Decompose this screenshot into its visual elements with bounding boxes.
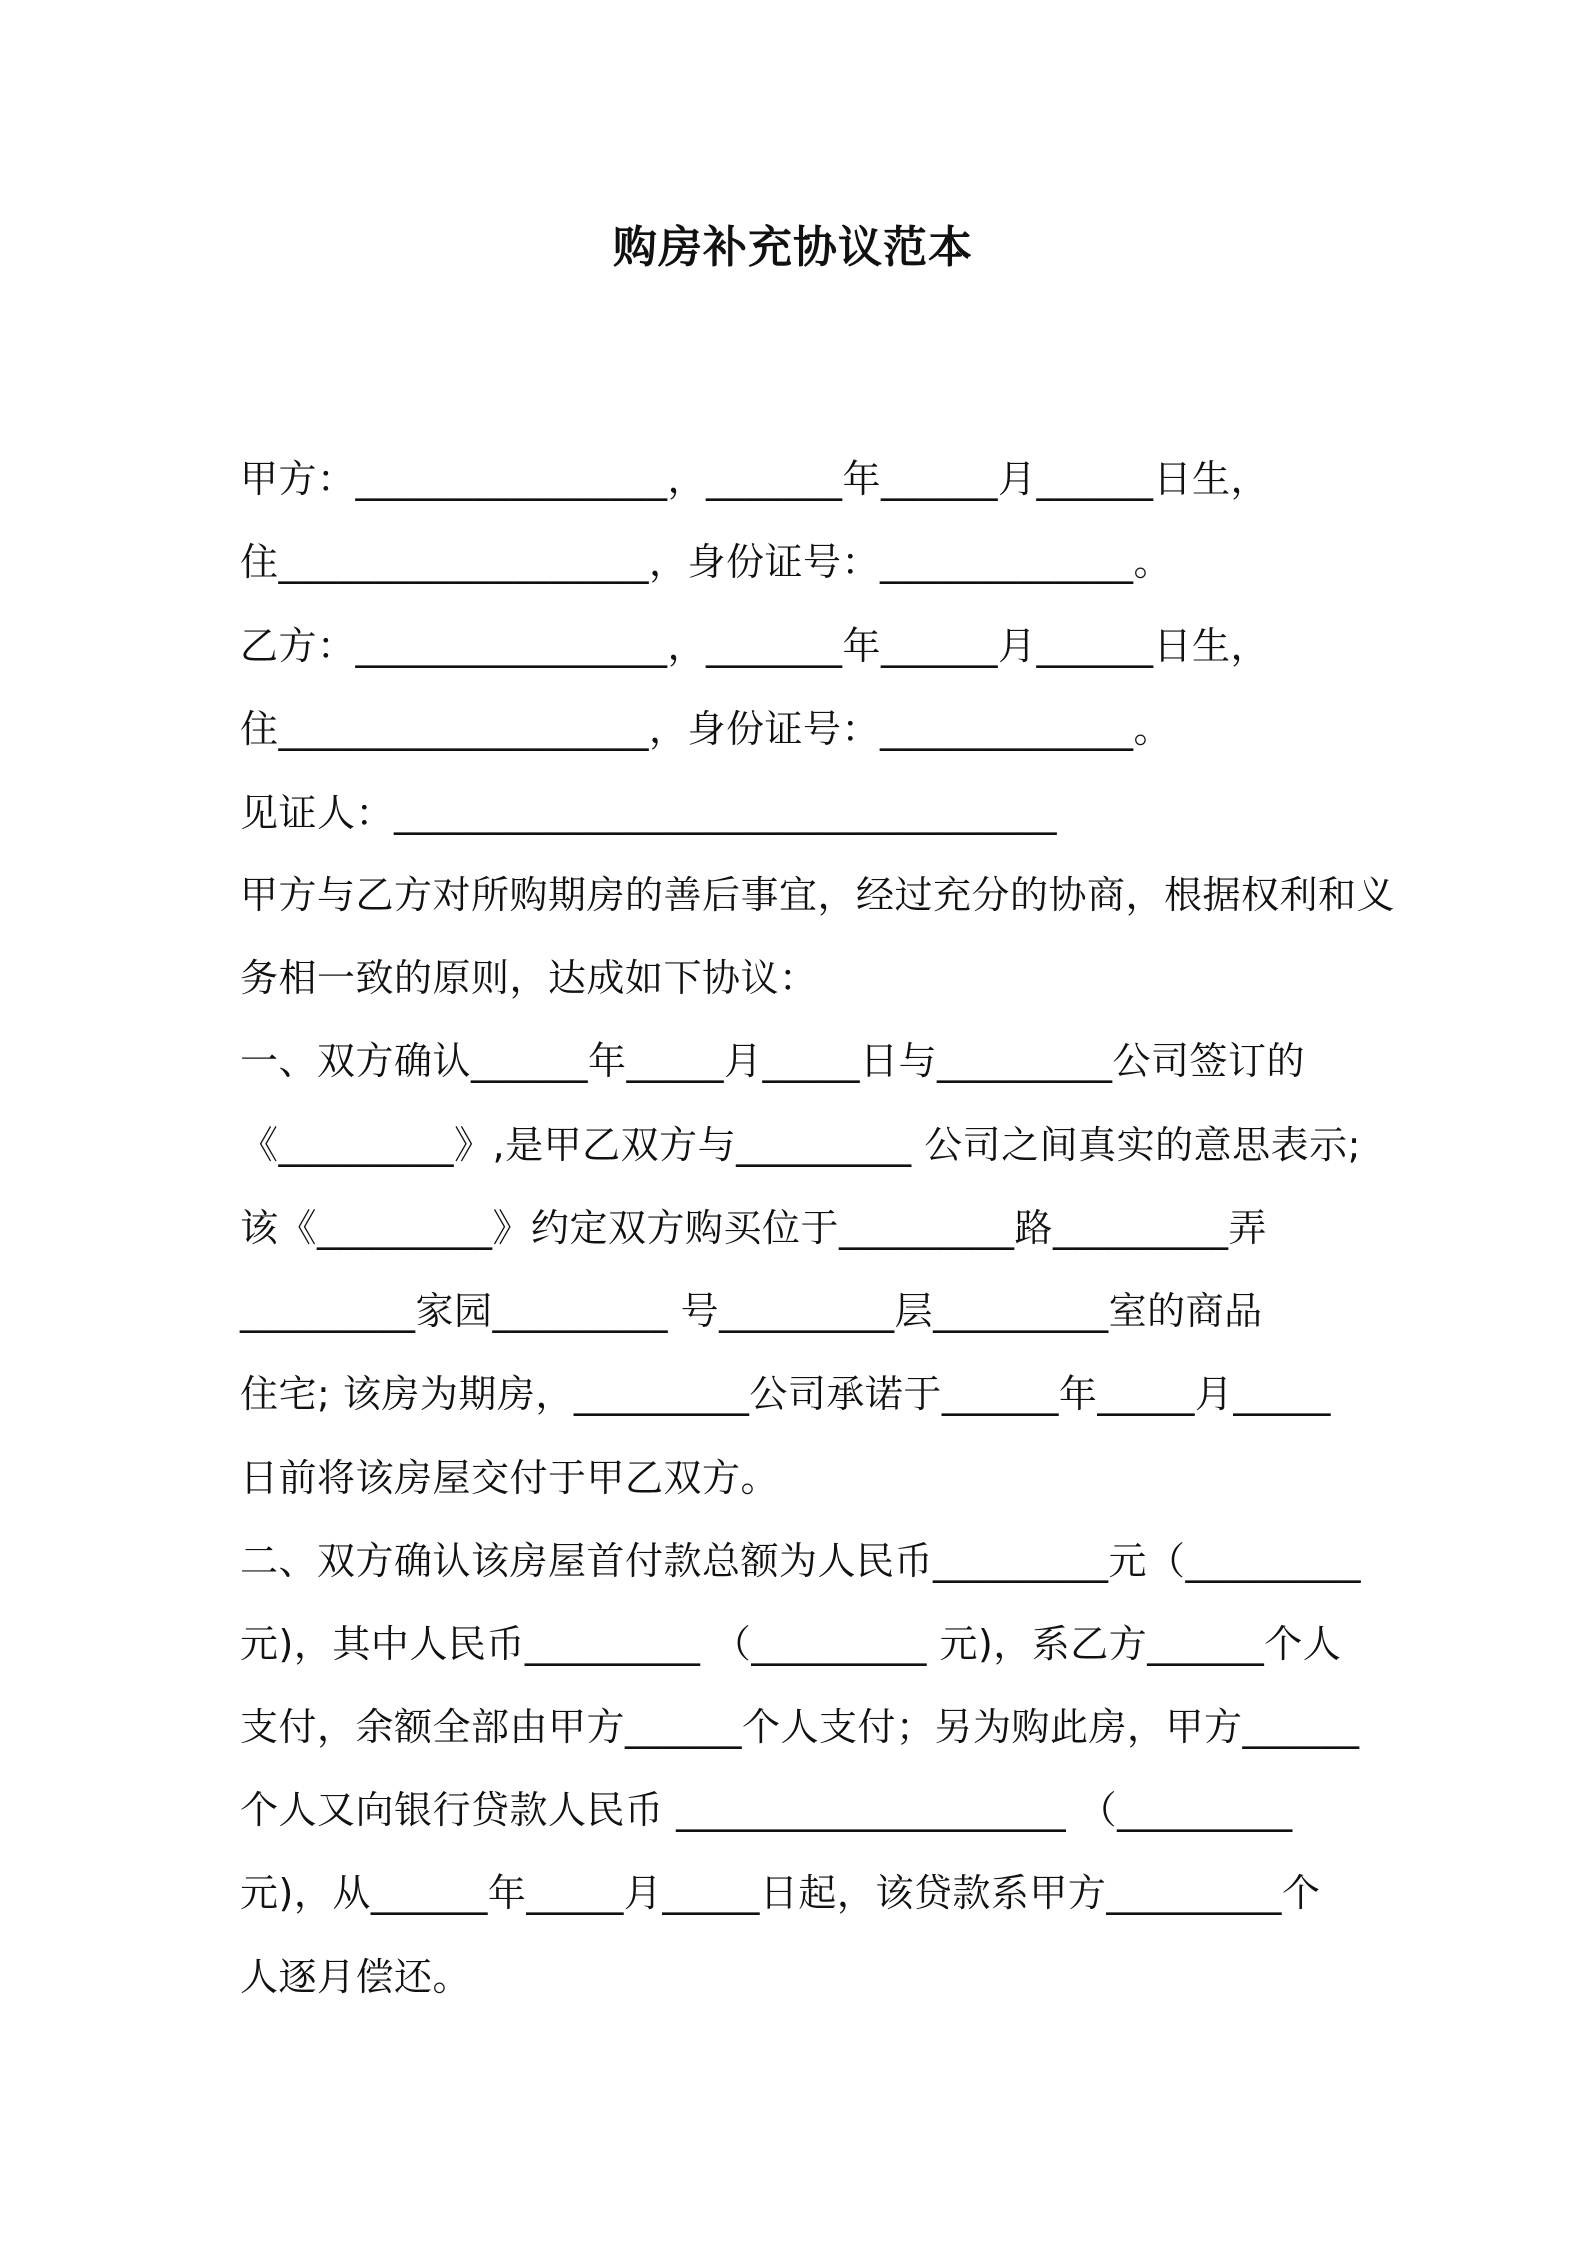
party-b-line-1: 乙方：________________，_______年______月______日生， [240,624,1270,668]
clause-2-line-6: 人逐月偿还。 [240,1955,472,1999]
preamble-line-1: 甲方与乙方对所购期房的善后事宜，经过充分的协商，根据权利和义 [240,873,1396,917]
witness-line: 见证人：__________________________________ [240,791,1058,835]
clause-2-line-3: 支付，余额全部由甲方______个人支付；另为购此房，甲方______ [240,1705,1360,1749]
document-title: 购房补充协议范本 [613,222,973,273]
clause-2-line-4: 个人又向银行贷款人民币 ____________________ （_________ [240,1788,1293,1832]
clause-1-line-5: 住宅; 该房为期房，_________公司承诺于______年_____月_____ [240,1372,1331,1416]
party-a-line-2: 住___________________，身份证号：_____________。 [240,540,1173,584]
clause-1-line-6: 日前将该房屋交付于甲乙双方。 [240,1456,780,1500]
party-b-line-2: 住___________________，身份证号：_____________。 [240,707,1173,751]
clause-1-line-3: 该《_________》约定双方购买位于_________路_________弄 [240,1206,1268,1250]
clause-2-line-5: 元)，从______年_____月_____日起，该贷款系甲方_________个 [240,1871,1321,1915]
party-a-line-1: 甲方：________________，_______年______月______日生， [240,457,1270,501]
clause-2-line-2: 元)，其中人民币_________ （_________ 元)，系乙方______个人 [240,1622,1342,1666]
clause-1-line-2: 《_________》,是甲乙双方与_________ 公司之间真实的意思表示; [240,1123,1361,1167]
clause-2-line-1: 二、双方确认该房屋首付款总额为人民币_________元（_________ [240,1539,1362,1583]
preamble-line-2: 务相一致的原则，达成如下协议： [240,956,818,1000]
clause-1-line-4: _________家园_________ 号_________层_________室的商品 [240,1289,1263,1333]
clause-1-line-1: 一、双方确认______年_____月_____日与_________公司签订的 [240,1039,1306,1083]
